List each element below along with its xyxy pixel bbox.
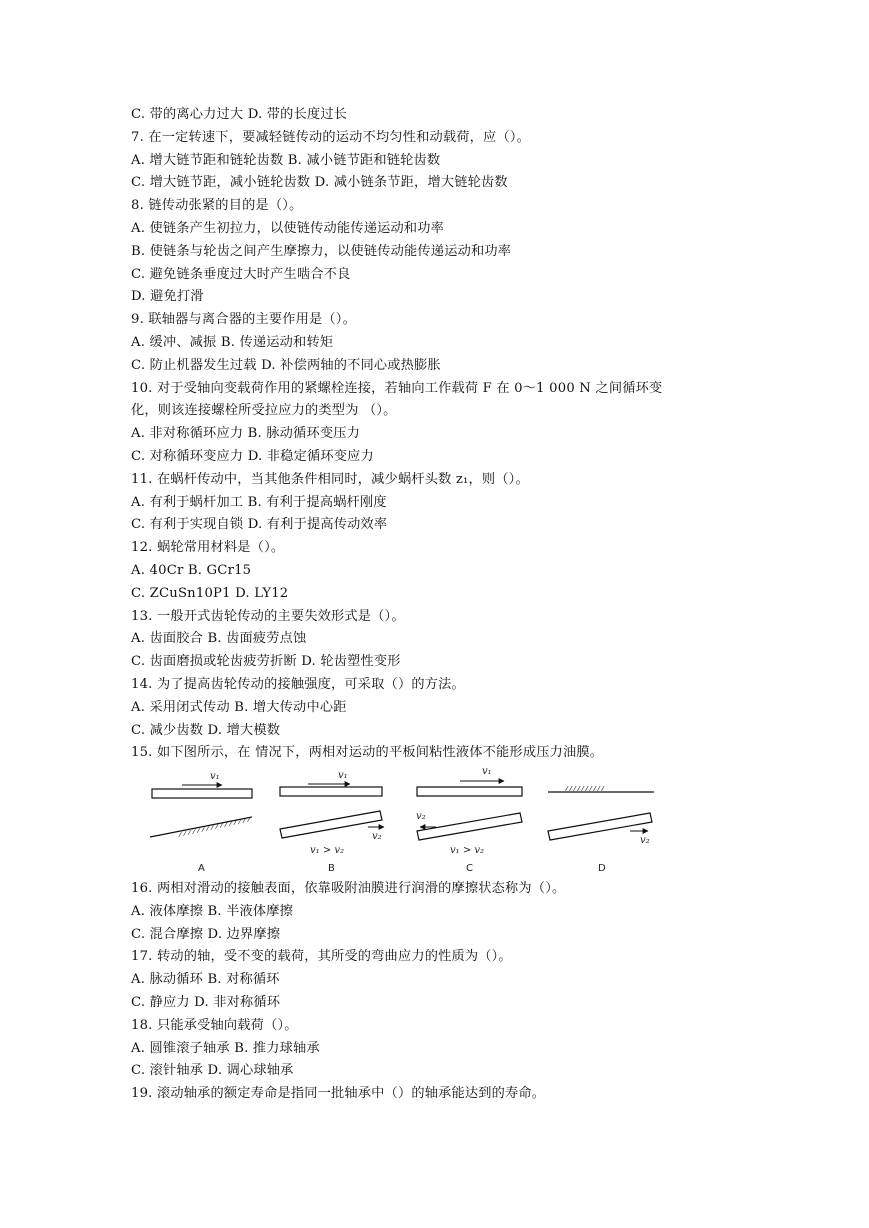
- text-line: 7. 在一定转速下，要减轻链传动的运动不均匀性和动载荷，应（）。: [131, 129, 531, 145]
- text-line: 17. 转动的轴，受不变的载荷，其所受的弯曲应力的性质为（）。: [131, 949, 512, 965]
- label-v2-c: v₂: [416, 811, 426, 822]
- text-line: 10. 对于受轴向变载荷作用的紧螺栓连接，若轴向工作载荷 F 在 0～1 000 N 之间循环变: [131, 380, 663, 396]
- text-line: 12. 蜗轮常用材料是（）。: [131, 540, 285, 556]
- hatch-a: [178, 817, 252, 837]
- text-line: C. 增大链节距，减小链轮齿数 D. 减小链条节距，增大链轮齿数: [131, 175, 508, 191]
- text-line: 14. 为了提高齿轮传动的接触强度，可采取（）的方法。: [131, 676, 465, 692]
- text-line: C. 混合摩擦 D. 边界摩擦: [131, 926, 281, 942]
- oil-film-figure: [140, 765, 665, 877]
- text-line: 16. 两相对滑动的接触表面，依靠吸附油膜进行润滑的摩擦状态称为（）。: [131, 881, 566, 896]
- text-line: A. 增大链节距和链轮齿数 B. 减小链节距和链轮齿数: [131, 152, 441, 168]
- text-line: A. 缓冲、减振 B. 传递运动和转矩: [131, 334, 334, 350]
- text-line: C. 齿面磨损或轮齿疲劳折断 D. 轮齿塑性变形: [131, 654, 401, 670]
- text-line: 18. 只能承受轴向载荷（）。: [131, 1017, 298, 1033]
- question-block-lower: [131, 878, 771, 1106]
- panel-a: [150, 771, 252, 874]
- label-v2-d: v₂: [640, 835, 650, 846]
- text-line: C. 避免链条垂度过大时产生啮合不良: [131, 266, 351, 282]
- label-v1-b: v₁: [338, 770, 348, 781]
- text-line: 19. 滚动轴承的额定寿命是指同一批轴承中（）的轴承能达到的寿命。: [131, 1086, 546, 1102]
- text-line: C. 防止机器发生过载 D. 补偿两轴的不同心或热膨胀: [131, 357, 441, 373]
- question-block-upper: [131, 104, 771, 765]
- text-line: A. 圆锥滚子轴承 B. 推力球轴承: [131, 1040, 320, 1056]
- panel-label-c: C: [466, 863, 473, 874]
- label-v2-b: v₂: [372, 831, 382, 842]
- panel-c: [416, 766, 522, 874]
- text-line: 9. 联轴器与离合器的主要作用是（）。: [131, 312, 356, 328]
- text-line: A. 有利于蜗杆加工 B. 有利于提高蜗杆刚度: [131, 494, 387, 510]
- label-v1-c: v₁: [482, 766, 492, 777]
- text-line: C. 滚针轴承 D. 调心球轴承: [131, 1063, 294, 1079]
- text-line: A. 齿面胶合 B. 齿面疲劳点蚀: [131, 631, 307, 647]
- text-line: C. 静应力 D. 非对称循环: [131, 994, 281, 1010]
- hatch-d: [565, 786, 605, 791]
- panel-label-d: D: [598, 863, 606, 874]
- text-line: 11. 在蜗杆传动中，当其他条件相同时，减少蜗杆头数 z₁，则（）。: [131, 471, 529, 487]
- condition-c: v₁ > v₂: [450, 845, 485, 856]
- text-line: 8. 链传动张紧的目的是（）。: [131, 198, 303, 214]
- text-line: A. 脉动循环 B. 对称循环: [131, 972, 280, 988]
- text-line: B. 使链条与轮齿之间产生摩擦力，以使链传动能传递运动和功率: [131, 243, 512, 259]
- text-line: 化，则该连接螺栓所受拉应力的类型为 （）。: [131, 403, 397, 419]
- text-line: 15. 如下图所示，在 情况下，两相对运动的平板间粘性液体不能形成压力油膜。: [131, 745, 604, 761]
- text-line: A. 采用闭式传动 B. 增大传动中心距: [131, 699, 347, 715]
- lower-plate-d: [548, 813, 652, 840]
- panel-label-a: A: [198, 863, 205, 874]
- panel-label-b: B: [328, 863, 335, 874]
- upper-plate-b: [280, 787, 382, 796]
- label-v1-a: v₁: [210, 771, 220, 782]
- lower-plate-b: [280, 811, 382, 838]
- text-line: C. 减少齿数 D. 增大模数: [131, 722, 281, 738]
- text-line: C. 有利于实现自锁 D. 有利于提高传动效率: [131, 517, 388, 533]
- text-line: 13. 一般开式齿轮传动的主要失效形式是（）。: [131, 608, 405, 624]
- text-line: A. 非对称循环应力 B. 脉动循环变压力: [131, 426, 360, 442]
- upper-plate-c: [417, 787, 522, 796]
- text-line: D. 避免打滑: [131, 289, 204, 305]
- upper-plate-a: [152, 789, 252, 798]
- text-line: A. 使链条产生初拉力，以使链传动能传递运动和功率: [131, 220, 445, 236]
- panel-b: [280, 770, 384, 874]
- lower-surface-a: [150, 817, 252, 837]
- condition-b: v₁ > v₂: [310, 845, 345, 856]
- text-line: A. 40Cr B. GCr15: [131, 562, 252, 578]
- text-line: C. 带的离心力过大 D. 带的长度过长: [131, 107, 348, 122]
- text-line: C. 对称循环变应力 D. 非稳定循环变应力: [131, 448, 374, 464]
- text-line: A. 液体摩擦 B. 半液体摩擦: [131, 903, 294, 919]
- text-line: C. ZCuSn10P1 D. LY12: [131, 585, 289, 601]
- panel-d: [548, 786, 654, 874]
